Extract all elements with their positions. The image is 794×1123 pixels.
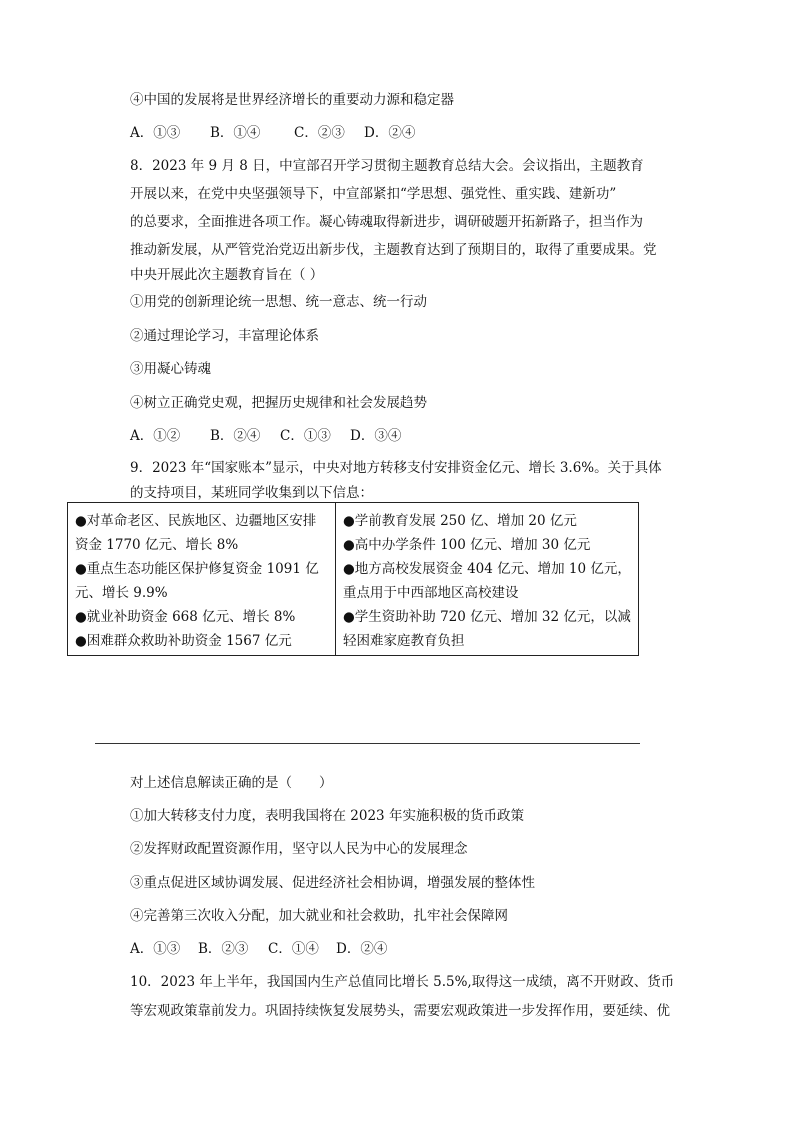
q8-stem-line-4: 推动新发展，从严管党治党迈出新步伐，主题教育达到了预期目的，取得了重要成果。党 [130,242,657,258]
q9-choice-a: A．①③ [130,941,181,957]
q8-stem-line-2: 开展以来，在党中央坚强领导下，中宣部紧扣“学思想、强党性、重实践、建新功” [130,186,617,202]
q8-option-2: ②通过理论学习，丰富理论体系 [130,328,319,344]
q9-table-left-column [68,503,336,655]
q9-table-right-line: ●学前教育发展 250 亿、增加 20 亿元 [343,513,577,529]
q9-table-right-line: 轻困难家庭教育负担 [343,633,465,649]
q8-choices [130,426,401,446]
q9-option-4: ④完善第三次收入分配，加大就业和社会救助，扎牢社会保障网 [130,908,508,924]
q9-stem-line-1: 9．2023 年“国家账本”显示，中央对地方转移支付安排资金亿元、增长 3.6%。关于具体 [130,460,662,476]
q9-table-right-line: ●学生资助补助 720 亿元、增加 32 亿元，以减 [343,609,631,625]
q8-choice-a: A．①② [130,428,181,444]
q7-option-4: ④中国的发展将是世界经济增长的重要动力源和稳定器 [130,92,454,108]
q10-stem-line-2: 等宏观政策靠前发力。巩固持续恢复发展势头，需要宏观政策进一步发挥作用，要延续、优 [130,1003,670,1019]
q8-option-3: ③用凝心铸魂 [130,361,211,377]
q8-option-4: ④树立正确党史观，把握历史规律和社会发展趋势 [130,395,427,411]
q9-stem-line-2: 的支持项目，某班同学收集到以下信息： [130,485,373,501]
q9-option-1: ①加大转移支付力度，表明我国将在 2023 年实施积极的货币政策 [130,808,524,824]
q10-stem-line-1: 10．2023 年上半年，我国国内生产总值同比增长 5.5%,取得这一成绩，离不开财政、货币 [130,974,675,990]
q9-table-left-line: ●重点生态功能区保护修复资金 1091 亿 [75,561,319,577]
q9-info-table [67,502,639,656]
q9-choice-c: C．①④ [268,941,319,957]
q9-choices [130,939,387,959]
q7-choice-b: B．①④ [210,125,261,141]
q8-stem-line-5: 中央开展此次主题教育旨在（ ） [130,267,324,283]
q8-choice-c: C．①③ [280,428,331,444]
q9-choice-d: D．②④ [336,941,388,957]
q9-option-2: ②发挥财政配置资源作用，坚守以人民为中心的发展理念 [130,841,468,857]
q7-choice-c: C．②③ [294,125,345,141]
q9-table-left-line: ●困难群众救助补助资金 1567 亿元 [75,633,292,649]
q9-table-right-line: 重点用于中西部地区高校建设 [343,585,519,601]
q8-choice-b: B．②④ [210,428,261,444]
q9-choice-b: B．②③ [198,941,249,957]
q9-table-right-column [336,503,638,655]
q9-table-right-line: ●地方高校发展资金 404 亿元、增加 10 亿元， [343,561,631,577]
q9-option-3: ③重点促进区域协调发展、促进经济社会相协调，增强发展的整体性 [130,875,535,891]
q8-choice-d: D．③④ [350,428,402,444]
q9-table-right-line: ●高中办学条件 100 亿元、增加 30 亿元 [343,537,591,553]
q8-option-1: ①用党的创新理论统一思想、统一意志、统一行动 [130,294,427,310]
q8-stem-line-1: 8．2023 年 9 月 8 日，中宣部召开学习贯彻主题教育总结大会。会议指出，主题教育 [130,158,644,174]
q7-choice-a: A．①③ [130,125,181,141]
q9-table-left-line: 元、增长 9.9% [75,585,168,601]
q7-choices [130,123,415,143]
q9-stem-question: 对上述信息解读正确的是（ ） [130,775,333,791]
q9-table-left-line: ●就业补助资金 668 亿元、增长 8% [75,609,296,625]
q9-table-left-line: 资金 1770 亿元、增长 8% [75,537,239,553]
q9-table-left-line: ●对革命老区、民族地区、边疆地区安排 [75,513,317,529]
q8-stem-line-3: 的总要求，全面推进各项工作。凝心铸魂取得新进步，调研破题开拓新路子，担当作为 [130,214,643,230]
page-divider [95,743,640,744]
q7-choice-d: D．②④ [364,125,416,141]
